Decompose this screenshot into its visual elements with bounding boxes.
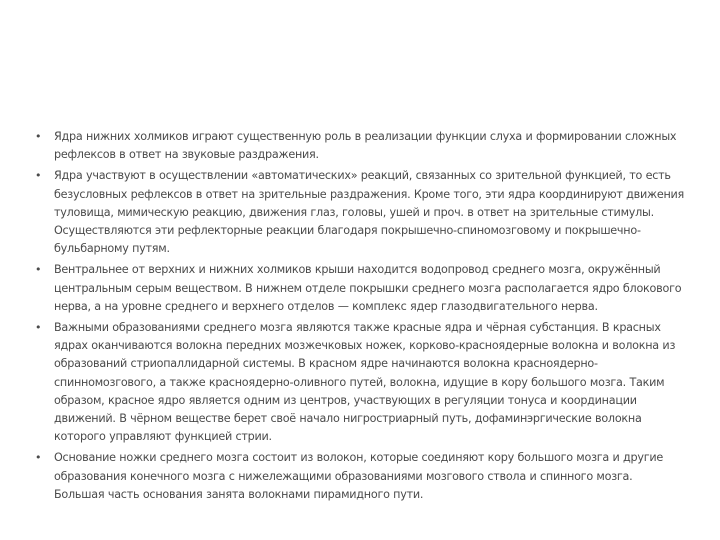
bullet-icon: • [35,169,42,183]
bullet-item [35,128,685,164]
bullet-text: Важными образованиями среднего мозга являются также красные ядра и чёрная субстанция. В красных ядрах оканчиваются волокна передних мозжечковых ножек, корково-красноядерные волокна и волокна из образований стриопаллидарной системы. В красном ядре начинаются волокна красноядерно-спинномозгового, а также красноядерно-оливного путей, волокна, идущие в кору большого мозга. Таким образом, красное ядро является одним из центров, участвующих в регуляции тонуса и координации движений. В чёрном веществе берет своё начало нигростриарный путь, дофаминэргические волокна которого управляют функцией стрии. [54,321,676,444]
bullet-item [35,319,685,446]
bullet-icon: • [35,130,42,143]
bullet-item [35,261,685,316]
bullet-icon: • [35,263,42,277]
bullet-text: Ядра участвуют в осуществлении «автоматических» реакций, связанных со зрительной функцией, то есть безусловных рефлексов в ответ на зрительные раздражения. Кроме того, эти ядра координируют движения туловища, мимическую реакцию, движения глаз, головы, ушей и проч. в ответ на зрительные стимулы. Осуществляются эти рефлекторные реакции благодаря покрышечно-спиномозговому и покрышечно-бульбарному путям. [54,169,685,256]
bullet-item [35,167,685,258]
slide-content [35,128,685,507]
bullet-text: Вентральнее от верхних и нижних холмиков крыши находится водопровод среднего мозга, окружённый центральным серым веществом. В нижнем отделе покрышки среднего мозга располагается ядро блокового нерва, а на уровне среднего и верхнего отделов — комплекс ядер глазодвигательного нерва. [54,263,682,313]
bullet-icon: • [35,451,42,465]
bullet-item [35,449,685,504]
bullet-list [35,128,685,504]
bullet-icon: • [35,321,42,335]
bullet-text: Ядра нижних холмиков играют существенную роль в реализации функции слуха и формировании сложных рефлексов в ответ на звуковые раздражения. [54,130,677,162]
bullet-text: Основание ножки среднего мозга состоит из волокон, которые соединяют кору большого мозга и другие образования конечного мозга с нижележащими образованиями мозгового ствола и спинного мозга. Большая часть основания занята волокнами пирамидного пути. [54,451,664,501]
